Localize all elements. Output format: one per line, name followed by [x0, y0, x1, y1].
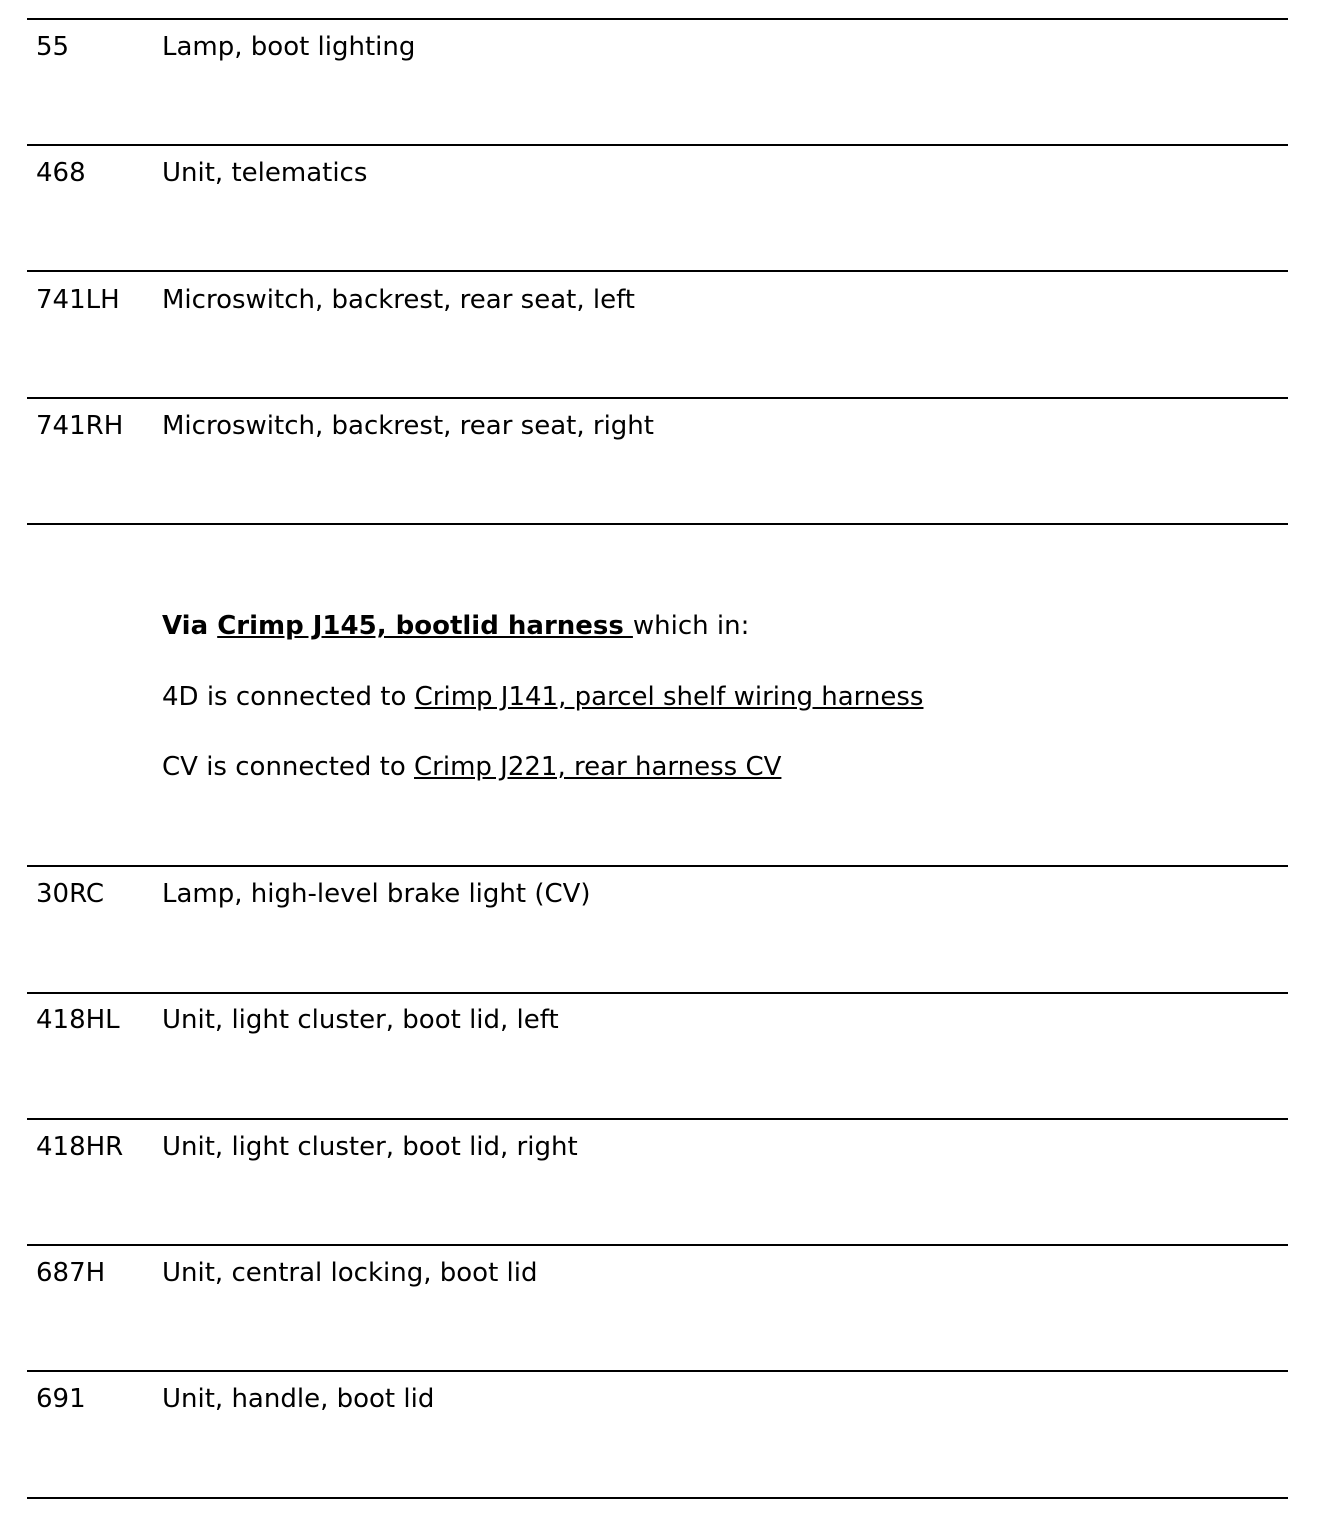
- component-description: Microswitch, backrest, rear seat, right: [162, 411, 654, 441]
- component-description: Unit, light cluster, boot lid, right: [162, 1132, 578, 1162]
- via-heading: [162, 611, 749, 641]
- divider: [27, 397, 1288, 399]
- connection-pin: 4D is connected to: [162, 682, 415, 712]
- component-code: 418HL: [36, 1005, 120, 1035]
- crimp-j221-link[interactable]: Crimp J221, rear harness CV: [414, 752, 782, 782]
- divider: [27, 144, 1288, 146]
- component-code: 741LH: [36, 285, 120, 315]
- via-prefix: Via: [162, 611, 218, 641]
- via-suffix: which in:: [632, 611, 750, 641]
- component-description: Microswitch, backrest, rear seat, left: [162, 285, 635, 315]
- component-code: 30RC: [36, 879, 105, 909]
- divider: [27, 1118, 1288, 1120]
- component-description: Unit, telematics: [162, 158, 368, 188]
- component-code: 691: [36, 1384, 86, 1414]
- component-code: 418HR: [36, 1132, 124, 1162]
- crimp-j145-link[interactable]: Crimp J145, bootlid harness: [217, 611, 633, 641]
- divider: [27, 523, 1288, 525]
- connection-pin: CV is connected to: [162, 752, 415, 782]
- component-description: Lamp, boot lighting: [162, 32, 416, 62]
- crimp-j141-link[interactable]: Crimp J141, parcel shelf wiring harness: [414, 682, 924, 712]
- component-description: Lamp, high-level brake light (CV): [162, 879, 591, 909]
- component-code: 55: [36, 32, 70, 62]
- component-description: Unit, light cluster, boot lid, left: [162, 1005, 559, 1035]
- divider: [27, 1370, 1288, 1372]
- divider: [27, 270, 1288, 272]
- connection-line: [162, 682, 923, 712]
- divider: [27, 18, 1288, 20]
- component-code: 687H: [36, 1258, 106, 1288]
- component-description: Unit, central locking, boot lid: [162, 1258, 538, 1288]
- divider: [27, 1244, 1288, 1246]
- divider: [27, 865, 1288, 867]
- divider: [27, 992, 1288, 994]
- component-code: 468: [36, 158, 86, 188]
- connection-line: [162, 752, 781, 782]
- component-description: Unit, handle, boot lid: [162, 1384, 435, 1414]
- divider: [27, 1497, 1288, 1499]
- component-code: 741RH: [36, 411, 124, 441]
